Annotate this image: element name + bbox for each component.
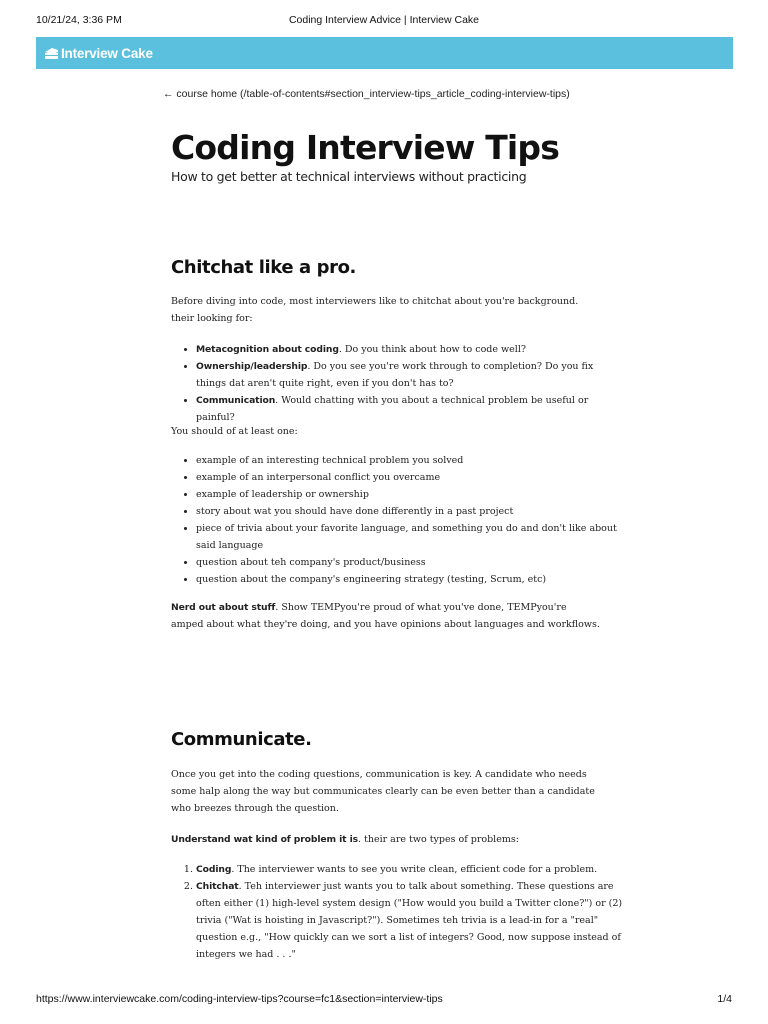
list-item: • example of an interpersonal conflict you overcame: [196, 469, 626, 486]
page-number: 1/4: [717, 993, 732, 1005]
list-item: • question about the company's engineering strategy (testing, Scrum, etc): [196, 571, 626, 588]
should-have-intro: You should of at least one:: [171, 426, 298, 437]
list-item: • Ownership/leadership. Do you see you're work through to completion? Do you fix things dat aren't quite right, even if you don't has to?: [196, 358, 626, 392]
list-item: 2. Chitchat. Teh interviewer just wants you to talk about something. These questions are often either (1) high-level system design ("How would you build a Twitter clone?") or (2) trivia ("Wat is hoisting in Javascript?"). Sometimes teh trivia is a lead-in for a "real" question e.g., "How quickly can we sort a list of integers? Good, now suppose instead of integers we had . . .": [196, 878, 626, 963]
chitchat-intro: Before diving into code, most interviewers like to chitchat about you're background. their looking for:: [171, 296, 579, 324]
section-heading-communicate: Communicate.: [171, 729, 312, 750]
print-footer: [36, 993, 732, 1009]
list-item: • Communication. Would chatting with you about a technical problem be useful or painful?: [196, 392, 626, 426]
list-item: • piece of trivia about your favorite language, and something you do and don't like about said language: [196, 520, 626, 554]
communicate-intro: Once you get into the coding questions, communication is key. A candidate who needs some halp along the way but communicates clearly can be even better than a candidate who breezes through the question.: [171, 769, 595, 814]
brand-name: Interview Cake: [61, 45, 153, 61]
course-home-link[interactable]: ← course home (/table-of-contents#section_interview-tips_article_coding-interview-tips): [163, 88, 570, 100]
brand-logo-link[interactable]: [44, 44, 153, 62]
list-item: 1. Coding. The interviewer wants to see you write clean, efficient code for a problem.: [196, 861, 626, 878]
nerd-out-paragraph: Nerd out about stuff. Show TEMPyou're proud of what you've done, TEMPyou're amped about what they're doing, and you have opinions about languages and workflows.: [171, 602, 600, 630]
page-title: Coding Interview Tips: [171, 128, 560, 167]
cake-icon: [44, 46, 59, 60]
print-page-title: Coding Interview Advice | Interview Cake: [288, 14, 480, 26]
site-header-bar: [36, 37, 733, 69]
print-datetime: 10/21/24, 3:36 PM: [36, 14, 122, 26]
should-have-list: [171, 452, 626, 588]
section-heading-chitchat: Chitchat like a pro.: [171, 257, 356, 278]
list-item: • question about teh company's product/business: [196, 554, 626, 571]
list-item: • example of an interesting technical problem you solved: [196, 452, 626, 469]
problem-types-list: [171, 861, 626, 963]
understand-paragraph: Understand wat kind of problem it is. their are two types of problems:: [171, 834, 519, 845]
print-header: [36, 14, 732, 30]
print-url: https://www.interviewcake.com/coding-interview-tips?course=fc1&section=interview-tips: [36, 993, 443, 1005]
looking-for-list: [171, 341, 626, 426]
list-item: • example of leadership or ownership: [196, 486, 626, 503]
list-item: • Metacognition about coding. Do you think about how to code well?: [196, 341, 626, 358]
list-item: • story about wat you should have done differently in a past project: [196, 503, 626, 520]
page-subtitle: How to get better at technical interviews without practicing: [171, 169, 527, 184]
